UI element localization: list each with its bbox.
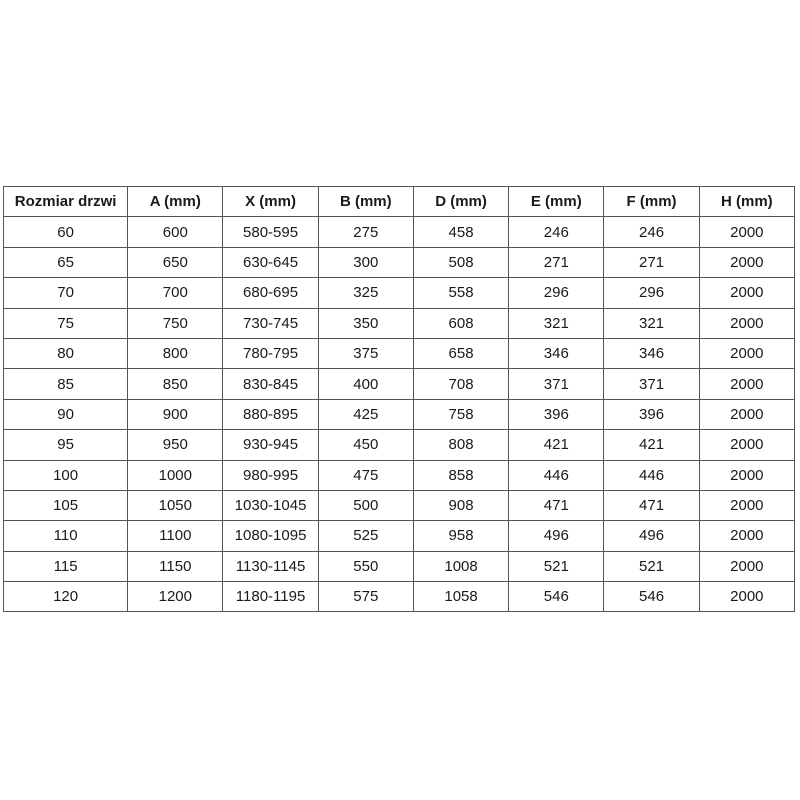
table-cell: 246 bbox=[604, 217, 699, 247]
table-cell: 2000 bbox=[699, 338, 794, 368]
table-row bbox=[4, 399, 795, 429]
table-cell: 471 bbox=[604, 490, 699, 520]
table-cell: 100 bbox=[4, 460, 128, 490]
table-cell: 496 bbox=[509, 521, 604, 551]
table-cell: 558 bbox=[413, 278, 508, 308]
table-cell: 321 bbox=[509, 308, 604, 338]
table-cell: 496 bbox=[604, 521, 699, 551]
table-cell: 508 bbox=[413, 247, 508, 277]
table-cell: 980-995 bbox=[223, 460, 318, 490]
table-cell: 700 bbox=[128, 278, 223, 308]
table-cell: 950 bbox=[128, 430, 223, 460]
table-cell: 296 bbox=[509, 278, 604, 308]
header-cell-h-mm: H (mm) bbox=[699, 187, 794, 217]
table-cell: 300 bbox=[318, 247, 413, 277]
table-cell: 75 bbox=[4, 308, 128, 338]
table-row bbox=[4, 338, 795, 368]
table-body bbox=[4, 217, 795, 612]
table-cell: 1050 bbox=[128, 490, 223, 520]
table-cell: 550 bbox=[318, 551, 413, 581]
table-cell: 346 bbox=[604, 338, 699, 368]
door-size-spec-table-container bbox=[3, 186, 795, 612]
table-cell: 930-945 bbox=[223, 430, 318, 460]
header-cell-a-mm: A (mm) bbox=[128, 187, 223, 217]
table-cell: 115 bbox=[4, 551, 128, 581]
table-row bbox=[4, 582, 795, 612]
table-cell: 271 bbox=[509, 247, 604, 277]
table-cell: 446 bbox=[604, 460, 699, 490]
table-cell: 2000 bbox=[699, 460, 794, 490]
table-cell: 750 bbox=[128, 308, 223, 338]
header-cell-b-mm: B (mm) bbox=[318, 187, 413, 217]
table-cell: 2000 bbox=[699, 521, 794, 551]
table-cell: 2000 bbox=[699, 247, 794, 277]
table-cell: 371 bbox=[604, 369, 699, 399]
table-row bbox=[4, 460, 795, 490]
table-row bbox=[4, 369, 795, 399]
table-cell: 680-695 bbox=[223, 278, 318, 308]
table-cell: 60 bbox=[4, 217, 128, 247]
table-cell: 246 bbox=[509, 217, 604, 247]
table-cell: 830-845 bbox=[223, 369, 318, 399]
table-row bbox=[4, 247, 795, 277]
table-cell: 400 bbox=[318, 369, 413, 399]
table-cell: 450 bbox=[318, 430, 413, 460]
table-cell: 1200 bbox=[128, 582, 223, 612]
table-row bbox=[4, 521, 795, 551]
table-cell: 110 bbox=[4, 521, 128, 551]
table-cell: 2000 bbox=[699, 308, 794, 338]
table-cell: 396 bbox=[604, 399, 699, 429]
table-cell: 371 bbox=[509, 369, 604, 399]
table-cell: 758 bbox=[413, 399, 508, 429]
table-header-row bbox=[4, 187, 795, 217]
table-cell: 958 bbox=[413, 521, 508, 551]
header-cell-f-mm: F (mm) bbox=[604, 187, 699, 217]
table-cell: 120 bbox=[4, 582, 128, 612]
table-cell: 580-595 bbox=[223, 217, 318, 247]
table-row bbox=[4, 490, 795, 520]
header-cell-rozmiar-drzwi: Rozmiar drzwi bbox=[4, 187, 128, 217]
table-row bbox=[4, 217, 795, 247]
table-cell: 2000 bbox=[699, 217, 794, 247]
table-cell: 546 bbox=[509, 582, 604, 612]
table-cell: 1180-1195 bbox=[223, 582, 318, 612]
table-cell: 95 bbox=[4, 430, 128, 460]
table-cell: 446 bbox=[509, 460, 604, 490]
table-row bbox=[4, 430, 795, 460]
table-cell: 800 bbox=[128, 338, 223, 368]
table-cell: 650 bbox=[128, 247, 223, 277]
table-cell: 90 bbox=[4, 399, 128, 429]
table-cell: 2000 bbox=[699, 490, 794, 520]
table-cell: 421 bbox=[604, 430, 699, 460]
table-cell: 85 bbox=[4, 369, 128, 399]
table-cell: 525 bbox=[318, 521, 413, 551]
table-row bbox=[4, 278, 795, 308]
table-row bbox=[4, 308, 795, 338]
header-cell-x-mm: X (mm) bbox=[223, 187, 318, 217]
table-cell: 2000 bbox=[699, 582, 794, 612]
table-cell: 321 bbox=[604, 308, 699, 338]
table-cell: 880-895 bbox=[223, 399, 318, 429]
table-header bbox=[4, 187, 795, 217]
table-cell: 708 bbox=[413, 369, 508, 399]
table-cell: 2000 bbox=[699, 551, 794, 581]
table-cell: 908 bbox=[413, 490, 508, 520]
table-cell: 546 bbox=[604, 582, 699, 612]
table-cell: 296 bbox=[604, 278, 699, 308]
table-cell: 521 bbox=[509, 551, 604, 581]
table-cell: 2000 bbox=[699, 369, 794, 399]
table-cell: 2000 bbox=[699, 399, 794, 429]
table-cell: 271 bbox=[604, 247, 699, 277]
table-cell: 1100 bbox=[128, 521, 223, 551]
table-cell: 1080-1095 bbox=[223, 521, 318, 551]
table-cell: 808 bbox=[413, 430, 508, 460]
table-cell: 658 bbox=[413, 338, 508, 368]
table-cell: 375 bbox=[318, 338, 413, 368]
table-cell: 575 bbox=[318, 582, 413, 612]
table-cell: 458 bbox=[413, 217, 508, 247]
header-cell-e-mm: E (mm) bbox=[509, 187, 604, 217]
table-cell: 275 bbox=[318, 217, 413, 247]
table-cell: 425 bbox=[318, 399, 413, 429]
table-cell: 608 bbox=[413, 308, 508, 338]
table-cell: 80 bbox=[4, 338, 128, 368]
table-cell: 1030-1045 bbox=[223, 490, 318, 520]
header-cell-d-mm: D (mm) bbox=[413, 187, 508, 217]
table-cell: 500 bbox=[318, 490, 413, 520]
table-cell: 475 bbox=[318, 460, 413, 490]
table-cell: 730-745 bbox=[223, 308, 318, 338]
table-cell: 105 bbox=[4, 490, 128, 520]
table-cell: 900 bbox=[128, 399, 223, 429]
table-cell: 1130-1145 bbox=[223, 551, 318, 581]
table-cell: 1008 bbox=[413, 551, 508, 581]
table-cell: 521 bbox=[604, 551, 699, 581]
table-cell: 1000 bbox=[128, 460, 223, 490]
table-cell: 396 bbox=[509, 399, 604, 429]
table-cell: 630-645 bbox=[223, 247, 318, 277]
table-cell: 1150 bbox=[128, 551, 223, 581]
table-cell: 325 bbox=[318, 278, 413, 308]
table-cell: 850 bbox=[128, 369, 223, 399]
table-cell: 421 bbox=[509, 430, 604, 460]
table-cell: 350 bbox=[318, 308, 413, 338]
table-cell: 780-795 bbox=[223, 338, 318, 368]
table-cell: 471 bbox=[509, 490, 604, 520]
door-size-spec-table bbox=[3, 186, 795, 612]
table-cell: 2000 bbox=[699, 430, 794, 460]
table-cell: 858 bbox=[413, 460, 508, 490]
table-row bbox=[4, 551, 795, 581]
table-cell: 346 bbox=[509, 338, 604, 368]
table-cell: 70 bbox=[4, 278, 128, 308]
table-cell: 65 bbox=[4, 247, 128, 277]
table-cell: 600 bbox=[128, 217, 223, 247]
table-cell: 2000 bbox=[699, 278, 794, 308]
table-cell: 1058 bbox=[413, 582, 508, 612]
